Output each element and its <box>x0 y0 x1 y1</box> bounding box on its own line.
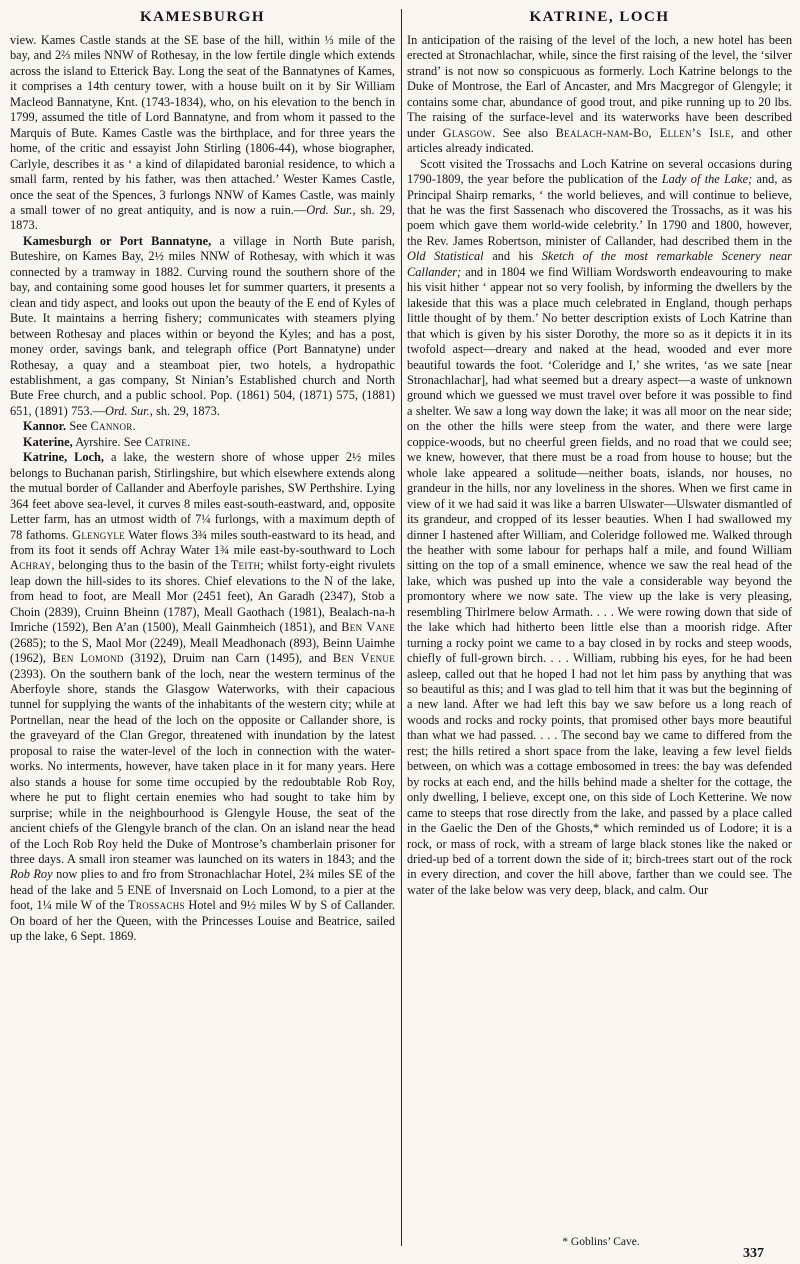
footnote: * Goblins’ Cave. <box>562 1236 640 1248</box>
paragraph <box>407 33 792 157</box>
right-running-head: KATRINE, LOCH <box>529 9 670 25</box>
text-segment: (3192), Druim nan Carn (1495), and <box>123 651 333 666</box>
text-segment: Glengyle <box>72 527 125 542</box>
paragraph <box>10 234 395 419</box>
text-segment: Water flows 3¾ miles south-eastward to its head, and from its foot it sends off Achray Water 1¾ mile east-by-southward to Loch <box>10 527 395 557</box>
text-segment: . <box>132 419 136 434</box>
text-segment: Rob Roy <box>10 867 53 882</box>
text-segment: Ben Venue <box>332 651 396 666</box>
text-segment: Old Statistical <box>407 249 484 264</box>
text-segment: sh. 29, 1873. <box>10 202 395 233</box>
right-column <box>407 7 792 1246</box>
column-divider-rule <box>401 9 402 1246</box>
text-segment: a lake, the western shore of whose upper 2½ miles belongs to Buchanan parish, Stirlingshire, but which elsewhere extends along the mutual border of Callander and Aberfoyle parishes, SW Perthshire. Lying 364 feet above sea-level, it curves 8 miles east-south-eastward, and, opposite Letter farm, has an utmost width of 7¼ furlongs, with a maximum depth of 78 fathoms. <box>10 450 395 542</box>
text-segment: view. Kames Castle stands at the SE base of the hill, within ⅓ mile of the bay, and 2⅔ miles NNW of Rothesay, in the low fertile dingle which extends across the island to Etterick Bay. Long the seat of the Bannatynes of Kames, it comprises a 14th century tower, with a house built on it by Sir William Macleod Bannatyne, Knt. (1743-1834), who, on his elevation to the bench in 1799, assumed the title of Lord Bannatyne, and from whom it passed to the Marquis of Bute. Kames Castle was the birthplace, and for three years the home, of the critic and essayist John Stirling (1806-44), whose biographer, Carlyle, describes it as ‘ a kind of dilapidated baronial residence, to which a small farm, rented by his father, was then attached.’ Wester Kames Castle, once the seat of the Spences, 3 furlongs NNW of Kames Castle, was mainly a small tower of no great antiquity, and is now a ruin.— <box>10 33 395 217</box>
text-segment: and his <box>483 249 542 264</box>
text-segment: Ben Vane <box>341 620 396 635</box>
text-segment: Ord. Sur., <box>105 403 153 418</box>
text-segment: Katrine, Loch, <box>23 450 105 465</box>
text-segment: Achray <box>10 558 52 573</box>
text-segment: Catrine <box>144 434 188 449</box>
text-segment: . <box>187 434 191 449</box>
text-segment: Kannor. <box>23 419 67 434</box>
text-segment: Katerine, <box>23 434 73 449</box>
text-segment: Bealach-nam-Bo, Ellen’s Isle <box>555 125 731 140</box>
text-segment: Ayrshire. See <box>72 434 145 449</box>
text-segment: Cannor <box>90 419 133 434</box>
text-segment: Ben Lomond <box>52 651 124 666</box>
paragraph <box>10 33 395 234</box>
text-segment: (2685); to the S, Maol Mor (2249), Meall Meadhonach (893), Beinn Uaimhe (1962), <box>10 635 395 666</box>
text-segment: Trossachs <box>128 898 185 913</box>
right-column-body <box>407 33 792 898</box>
left-running-head: KAMESBURGH <box>139 9 265 25</box>
text-segment: Sketch of the most remarkable Scenery near Callander; <box>407 249 792 279</box>
text-segment: Ord. Sur., <box>306 202 356 217</box>
text-segment: (2393). On the southern bank of the loch, near the western terminus of the Aberfoyle shore, stands the Glasgow Waterworks, with their capacious tunnel for supplying the wants of the inhabitants of the western city; while at Portnellan, near the head of the loch on the opposite or Callander shore, is the graveyard of the Clan Gregor, threatened with inundation by the latest proposal to raise the water-level of the loch in connection with the water-works. No interments, however, have taken place in it for many years. Here also stands a house for some time occupied by the redoubtable Rob Roy, where he put to flight certain enemies who had sought to take him by surprise; while in the neighbourhood is Glengyle House, the seat of the ancient chiefs of the Glengyle branch of the clan. On an island near the head of the Loch Rob Roy held the Duke of Montrose’s chamberlain prisoner for three days. A small iron steamer was launched on its waters in 1843; and the <box>10 666 395 867</box>
text-segment: ; whilst forty-eight rivulets leap down the hill-sides to its shores. Chief elevations to the N of the lake, from head to foot, are Meall Mor (2451 feet), An Garadh (2347), Stob a Choin (2839), Cruinn Bheinn (1787), Meall Gaothach (1981), Bealach-na-h Imriche (1592), Ben A’an (1500), Meall Gainmheich (1851), and <box>10 558 396 635</box>
text-segment: sh. 29, 1873. <box>152 403 220 418</box>
left-column <box>10 7 395 1246</box>
text-segment: a village in North Bute parish, Buteshire, on Kames Bay, 2½ miles NNW of Rothesay, with which it was connected by a tramway in 1882. Curving round the southern shore of the bay, and containing some good houses let for summer quarters, it presents a clean and tidy aspect, and looks out upon the beauty of the E end of Kyles of Bute. It maintains a herring fishery; communicates with steamers plying between Rothesay and places within or beyond the Kyles; and has a post, money order, savings bank, and telegraph office (Port Bannatyne) under Rothesay, a quay and a steamboat pier, two hotels, a hydropathic establishment, a gas company, St Ninian’s Established church and North Bute Free church, and a public school. Pop. (1861) 504, (1871) 575, (1881) 651, (1891) 753.— <box>10 233 395 418</box>
paragraph <box>10 419 395 434</box>
text-segment: , belonging thus to the basin of the <box>51 558 231 573</box>
text-segment: , and other articles already indicated. <box>407 125 792 156</box>
text-segment: Glasgow <box>442 125 493 140</box>
page-number: 337 <box>743 1246 764 1261</box>
text-segment: Teith <box>230 558 261 573</box>
text-segment: Hotel and 9½ miles W by S of Callander. On board of her the Queen, with the Princesses Louise and Beatrice, sailed up the lake, 6 Sept. 1869. <box>10 898 396 944</box>
text-segment: Scott visited the Trossachs and Loch Katrine on several occasions during 1790-1809, the year before the publication of the <box>407 156 792 187</box>
text-segment: Kamesburgh or Port Bannatyne, <box>23 233 212 248</box>
text-segment: Lady of the Lake; <box>661 172 753 187</box>
paragraph <box>10 435 395 450</box>
text-segment: . See also <box>492 125 556 140</box>
text-segment: now plies to and fro from Stronachlachar Hotel, 2¾ miles SE of the head of the lake and 5 ENE of Inversnaid on Loch Lomond, to a pier at the foot, 1¼ mile W of the <box>10 867 395 913</box>
paragraph <box>407 157 792 899</box>
left-column-body <box>10 33 395 945</box>
text-segment: In anticipation of the raising of the level of the loch, a new hotel has been erected at Stronachlachar, while, since the first raising of the level, the ‘silver strand’ is not now so conspicuous as formerly. Loch Katrine belongs to the Duke of Montrose, the Earl of Ancaster, and Mrs Macgregor of Glengyle; it contains some char, abundance of good trout, and pike running up to 20 lbs. The raising of the surface-level and its waterworks have been described under <box>407 33 792 140</box>
text-segment: See <box>66 419 91 434</box>
text-segment: and, as Principal Shairp remarks, ‘ the world believes, and will continue to believe, that he was the first Sassenach who discovered the Trossachs, as it was his poem which gave them world-wide celebrity.’ In 1790 and 1800, however, the Rev. James Robertson, minister of Callander, had described them in the <box>407 172 792 248</box>
text-segment: and in 1804 we find William Wordsworth endeavouring to make his visit hither ‘ appear not so very foolish, by informing the dwellers by the lakeside that this was a place much celebrated in England, though perhaps little thought of by them.’ No better description exists of Loch Katrine than that which is given by his sister Dorothy, the more so as it depicts it in its twofold aspect—dreary and naked at the head, wooded and ever more beautiful towards the foot. ‘Coleridge and I,’ she writes, ‘as we sate [near Stronachlachar], had what seemed but a dreary aspect—a waste of unknown ground which we guessed we must travel over before it was possible to find a shelter. We saw a long way down the lake; it was all moor on the near side; on the other the hills were steep from the water, and there were large coppice-woods, but no cheerful green fields, and no road that we could see; we knew, however, that there must be a road from house to house; but the whole lake appeared a solitude—neither boats, islands, nor houses, no grandeur in the hills, nor any loveliness in the shores. When we first came in view of it we had said it was like a barren Ulswater—Ulswater dismantled of its grandeur, and cropped of its lesser beauties. When I had swallowed my dinner I hastened after William, and Coleridge followed me. Walked through the heather with some labour for perhaps half a mile, and found William sitting on the top of a small eminence, whence we saw the real head of the lake, which was pushed up into the vale a considerable way beyond the promontory where we now sate. The view up the lake is very pleasing, resembling Thirlmere below Armath. . . . We were rowing down that side of the lake which had hitherto been little else than a moorish ridge. After turning a rocky point we came to a bay closed in by rocks and steep woods, chiefly of full-grown birch. . . . William, rubbing his eyes, for he had been asleep, called out that he hoped I had not let him pass by anything that was so beautiful as this; and I was glad to tell him that it was but the beginning of a new land. After we had left this bay we saw before us a long reach of woods and rocks and rocky points, that promised other bays more beautiful than what we had passed. . . . The second bay we came to differed from the rest; the hills retired a short space from the lake, leaving a few level fields between, on which was a cottage embosomed in trees: the bay was defended by rocks at each end, and the hills behind made a shelter for the cottage, the only dwelling, I believe, except one, on this side of Loch Ketterine. We now came to steeps that rose directly from the lake, and passed by a place called in the Gaelic the Den of the Ghosts,* which reminded us of Lodore; it is a rock, or mass of rock, with a stream of large black stones like the naked or dried-up bed of a torrent down the side of it; birch-trees start out of the rock in every direction, and cover the hill above, farther than we could see. The water of the lake below was very deep, black, and calm. Our <box>407 264 792 897</box>
paragraph <box>10 450 395 945</box>
